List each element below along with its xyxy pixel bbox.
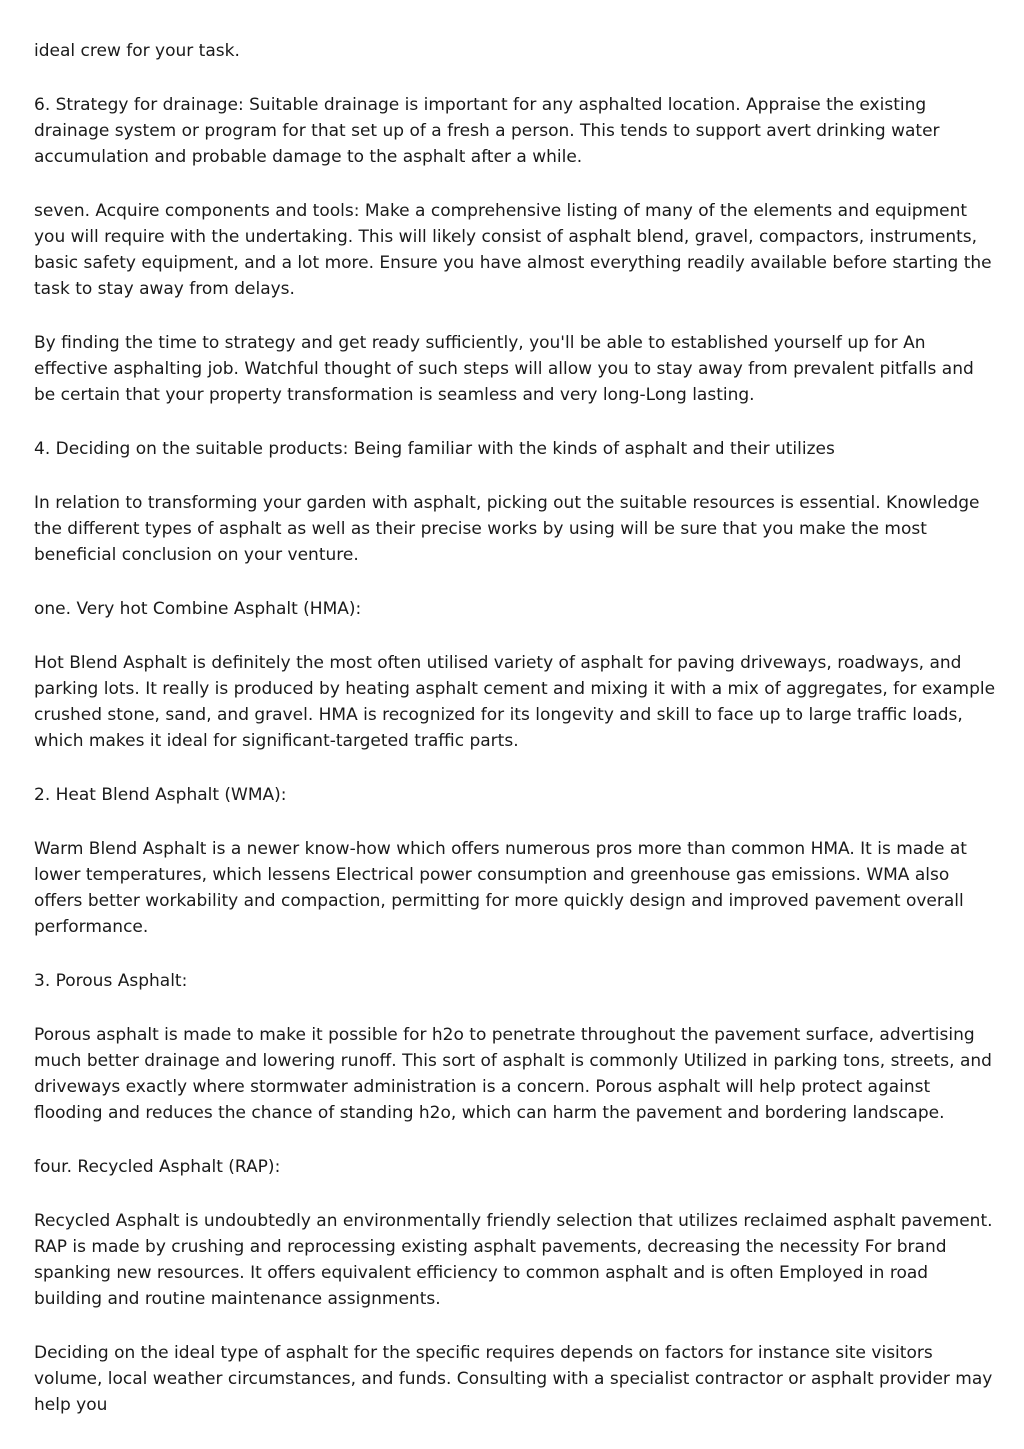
paragraph-wma-heading: 2. Heat Blend Asphalt (WMA):: [34, 785, 287, 805]
paragraph-crew-continuation: ideal crew for your task.: [34, 41, 240, 61]
paragraph-wma-description: Warm Blend Asphalt is a newer know-how which offers numerous pros more than common HMA. It is made at lower temperatures, which lessens Electrical power consumption and greenhouse gas emissions. WMA also offers better workability and compaction, permitting for more quickly design and improved pavement overall performance.: [34, 839, 967, 937]
paragraph-materials-intro: In relation to transforming your garden with asphalt, picking out the suitable resources is essential. Knowledge the different types of asphalt as well as their precise works by using will be sure that you make the most beneficial conclusion on your venture.: [34, 493, 980, 565]
paragraph-choosing-asphalt: Deciding on the ideal type of asphalt for the specific requires depends on factors for instance site visitors volume, local weather circumstances, and funds. Consulting with a specialist contractor or asphalt provider may help you: [34, 1343, 993, 1415]
paragraph-drainage-strategy: 6. Strategy for drainage: Suitable drainage is important for any asphalted location. Appraise the existing drainage system or program for that set up of a fresh a person. This tends to support avert drinking water accumulation and probable damage to the asphalt after a while.: [34, 95, 940, 167]
paragraph-components-tools: seven. Acquire components and tools: Make a comprehensive listing of many of the elements and equipment you will require with the undertaking. This will likely consist of asphalt blend, gravel, compactors, instruments, basic safety equipment, and a lot more. Ensure you have almost everything readily available before starting the task to stay away from delays.: [34, 201, 992, 299]
paragraph-rap-description: Recycled Asphalt is undoubtedly an environmentally friendly selection that utilizes reclaimed asphalt pavement. RAP is made by crushing and reprocessing existing asphalt pavements, decreasing the necessity For brand spanking new resources. It offers equivalent efficiency to common asphalt and is often Employed in road building and routine maintenance assignments.: [34, 1211, 993, 1309]
paragraph-planning-summary: By finding the time to strategy and get ready sufficiently, you'll be able to established yourself up for An effective asphalting job. Watchful thought of such steps will allow you to stay away from prevalent pitfalls and be certain that your property transformation is seamless and very long-Long lasting.: [34, 333, 974, 405]
paragraph-hma-heading: one. Very hot Combine Asphalt (HMA):: [34, 599, 362, 619]
paragraph-porous-heading: 3. Porous Asphalt:: [34, 971, 188, 991]
paragraph-hma-description: Hot Blend Asphalt is definitely the most often utilised variety of asphalt for paving driveways, roadways, and parking lots. It really is produced by heating asphalt cement and mixing it with a mix of aggregates, for example crushed stone, sand, and gravel. HMA is recognized for its longevity and skill to face up to large traffic loads, which makes it ideal for significant-targeted traffic parts.: [34, 653, 996, 751]
paragraph-products-heading: 4. Deciding on the suitable products: Being familiar with the kinds of asphalt and their utilizes: [34, 439, 835, 459]
paragraph-rap-heading: four. Recycled Asphalt (RAP):: [34, 1157, 281, 1177]
paragraph-porous-description: Porous asphalt is made to make it possible for h2o to penetrate throughout the pavement surface, advertising much better drainage and lowering runoff. This sort of asphalt is commonly Utilized in parking tons, streets, and driveways exactly where stormwater administration is a concern. Porous asphalt will help protect against flooding and reduces the chance of standing h2o, which can harm the pavement and bordering landscape.: [34, 1025, 992, 1123]
